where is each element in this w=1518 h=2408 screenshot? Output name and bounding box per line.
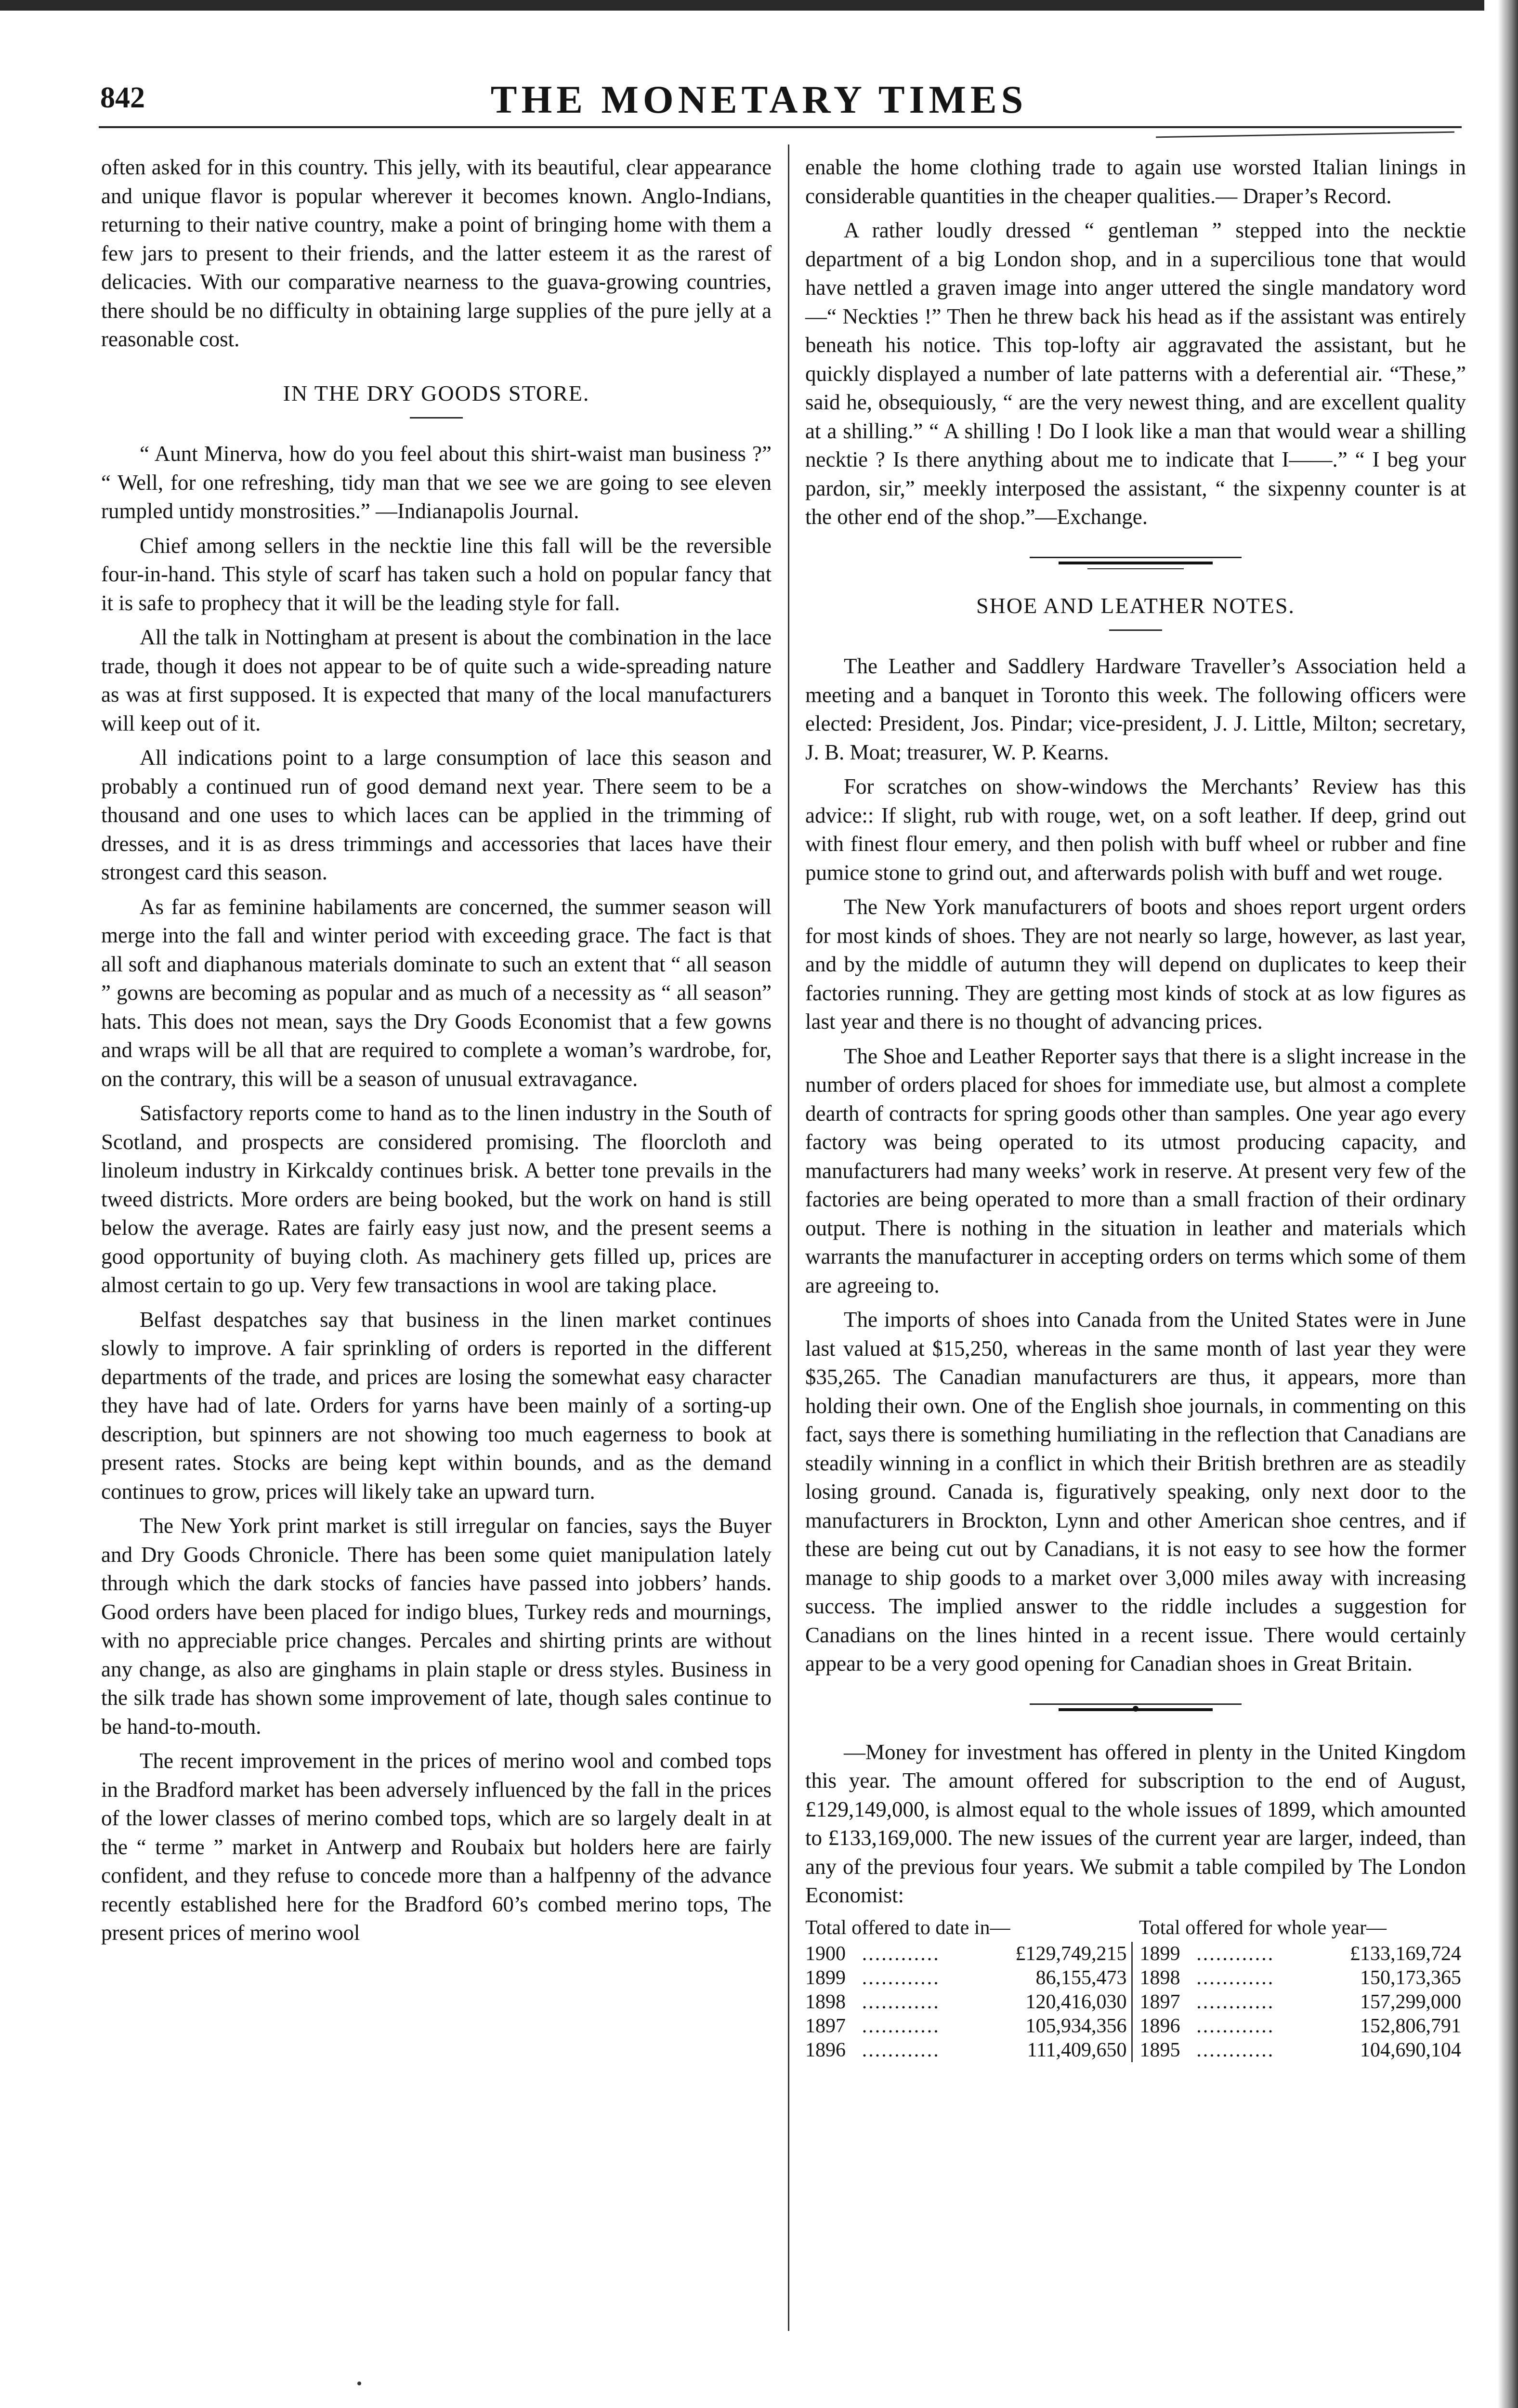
paragraph: “ Aunt Minerva, how do you feel about this shirt-waist man business ?” “ Well, for one refreshing, tidy man that we see we are going to see eleven rumpled untidy monstrosities.” —Indianapolis Journal.	[101, 442, 772, 523]
table-row: 1899 ............ 86,155,473 1898 ............ 150,173,365	[805, 1966, 1461, 1989]
paragraph: The New York print market is still irregular on fancies, says the Buyer and Dry Goods Chronicle. There has been some quiet manipulation lately through which the dark stocks of fancies have passed into jobbers’ hands. Good orders have been placed for indigo blues, Turkey reds and mournings, with no appreciable price changes. Percales and shirting prints are without any change, as also are ginghams in plain staple or dress styles. Business in the silk trade has shown some improvement of late, though sales continue to be hand-to-mouth.	[101, 1514, 772, 1739]
header-rule	[99, 126, 1462, 128]
heading-rule	[1109, 629, 1162, 631]
table-row: 1898 ............ 120,416,030 1897 ............ 157,299,000	[805, 1990, 1461, 2013]
table-row: 1896 ............ 111,409,650 1895 ............ 104,690,104	[805, 2039, 1461, 2061]
print-speck	[357, 2382, 361, 2385]
table-row: 1900 ............ £129,749,215 1899 ............ £133,169,724	[805, 1942, 1461, 1965]
section-ornament-rule	[1030, 553, 1242, 572]
paragraph: enable the home clothing trade to again use worsted Italian linings in considerable quantities in the cheaper qualities.— Draper’s Record.	[805, 155, 1466, 208]
left-column	[101, 153, 772, 1953]
heading-rule	[410, 417, 463, 419]
paragraph: Satisfactory reports come to hand as to the linen industry in the South of Scotland, and prospects are considered promising. The floorcloth and linoleum industry in Kirkcaldy continues brisk. A better tone prevails in the tweed districts. More orders are being booked, but the work on hand is still below the average. Rates are fairly easy just now, and the present seems a good opportunity of buying cloth. As machinery gets filled up, prices are almost certain to go up. Very few transactions in wool are taking place.	[101, 1101, 772, 1297]
column-divider	[788, 144, 789, 2331]
investment-table	[805, 1916, 1466, 2062]
paragraph: All indications point to a large consumption of lace this season and probably a continued run of good demand next year. There seem to be a thousand and one uses to which laces can be applied in the trimming of dresses, and it is as dress trimmings and accessories that laces have their strongest card this season.	[101, 746, 772, 884]
scan-top-border	[0, 0, 1518, 11]
paragraph: —Money for investment has offered in plenty in the United Kingdom this year. The amount offered for subscription to the end of August, £129,149,000, is almost equal to the whole issues of 1899, which amounted to £133,169,000. The new issues of the current year are larger, indeed, than any of the previous four years. We submit a table compiled by The London Economist:	[805, 1740, 1466, 1907]
scan-right-edge-shadow	[1484, 0, 1518, 2408]
section-ornament-rule	[1030, 1700, 1242, 1719]
paragraph: A rather loudly dressed “ gentleman ” stepped into the necktie department of a big London shop, and in a supercilious tone that would have nettled a graven image into anger uttered the single mandatory word—“ Neckties !” Then he threw back his head as if the assistant was entirely beneath his notice. This top-lofty air aggravated the assistant, but he quickly displayed a number of late patterns with a deferential air. “These,” said he, obsequiously, “ are the very newest thing, and are excellent quality at a shilling.” “ A shilling ! Do I look like a man that would wear a shilling necktie ? Is there anything about me to indicate that I——.” “ I beg your pardon, sir,” meekly interposed the assistant, “ the sixpenny counter is at the other end of the shop.”—Exchange.	[805, 218, 1466, 529]
section-heading-dry-goods: IN THE DRY GOODS STORE.	[283, 380, 590, 406]
paragraph: Belfast despatches say that business in the linen market continues slowly to improve. A fair sprinkling of orders is reported in the different departments of the trade, and prices are losing the somewhat easy character they have had of late. Orders for yarns have been mainly of a sorting-up description, but spinners are not showing too much eagerness to book at present rates. Stocks are being kept within bounds, and as the demand continues to grow, prices will likely take an upward turn.	[101, 1307, 772, 1504]
section-heading-shoe-leather: SHOE AND LEATHER NOTES.	[976, 593, 1295, 618]
table-header-right: Total offered for whole year—	[1138, 1916, 1387, 1939]
table-row: 1897 ............ 105,934,356 1896 ............ 152,806,791	[805, 2015, 1461, 2037]
paragraph: The Leather and Saddlery Hardware Traveller’s Association held a meeting and a banquet in Toronto this week. The following officers were elected: President, Jos. Pindar; vice-president, J. J. Little, Milton; secretary, J. B. Moat; treasurer, W. P. Kearns.	[805, 654, 1466, 764]
paragraph: often asked for in this country. This jelly, with its beautiful, clear appearance and unique flavor is popular wherever it becomes known. Anglo-Indians, returning to their native country, make a point of bringing home with them a few jars to present to their friends, and the latter esteem it as the rarest of delicacies. With our comparative nearness to the guava-growing countries, there should be no difficulty in obtaining large supplies of the pure jelly at a reasonable cost.	[101, 155, 772, 351]
paragraph: The New York manufacturers of boots and shoes report urgent orders for most kinds of shoes. They are not nearly so large, however, as last year, and by the middle of autumn they will depend on duplicates to keep their factories running. They are getting most kinds of stock at as low figures as last year and there is no thought of advancing prices.	[805, 895, 1466, 1034]
page-number: 842	[100, 81, 145, 114]
paragraph: Chief among sellers in the necktie line this fall will be the reversible four-in-hand. This style of scarf has taken such a hold on popular fancy that it is safe to prophecy that it will be the leading style for fall.	[101, 533, 772, 615]
paragraph: All the talk in Nottingham at present is about the combination in the lace trade, though it does not appear to be of quite such a wide-spreading nature as was at first supposed. It is expected that many of the local manufacturers will keep out of it.	[101, 625, 772, 735]
table-header-left: Total offered to date in—	[805, 1916, 1010, 1939]
paragraph: The imports of shoes into Canada from the United States were in June last valued at $15,250, whereas in the same month of last year they were $35,265. The Canadian manufacturers are thus, it appears, more than holding their own. One of the English shoe journals, in commenting on this fact, says there is something humiliating in the reflection that Canadians are steadily winning in a conflict in which their British brethren are as steadily losing ground. Canada is, figuratively speaking, only next door to the manufacturers in Brockton, Lynn and other American shoe centres, and if these are being cut out by Canadians, it is not easy to see how the former manage to ship goods to a market over 3,000 miles away with increasing success. The implied answer to the riddle includes a suggestion for Canadians on the lines hinted in a recent issue. There would certainly appear to be a very good opening for Canadian shoes in Great Britain.	[805, 1308, 1466, 1675]
paragraph: The Shoe and Leather Reporter says that there is a slight increase in the number of orders placed for shoes for immediate use, but almost a complete dearth of contracts for spring goods other than samples. One year ago every factory was being operated to its utmost producing capacity, and manufacturers had many weeks’ work in reserve. At present very few of the factories are being operated to more than a small fraction of their ordinary output. There is nothing in the situation in leather and materials which warrants the manufacturer in accepting orders on terms which some of them are agreeing to.	[805, 1044, 1466, 1297]
header-rule-secondary	[1156, 131, 1454, 138]
paragraph: As far as feminine habilaments are concerned, the summer season will merge into the fall and winter period with exceeding grace. The fact is that all soft and diaphanous materials dominate to such an extent that “ all season ” gowns are becoming as popular and as much of a necessity as “ all season” hats. This does not mean, says the Dry Goods Economist that a few gowns and wraps will be all that are required to complete a woman’s wardrobe, for, on the contrary, this will be a season of unusual extravagance.	[101, 894, 772, 1091]
paragraph: For scratches on show-windows the Merchants’ Review has this advice:: If slight, rub with rouge, wet, on a soft leather. If deep, grind out with finest flour emery, and then polish with buff wheel or rubber and fine pumice stone to grind out, and afterwards polish with buff and wet rouge.	[805, 774, 1466, 885]
publication-title: THE MONETARY TIMES	[490, 78, 1028, 121]
right-column	[805, 153, 1466, 2062]
paragraph: The recent improvement in the prices of merino wool and combed tops in the Bradford market has been adversely influenced by the fall in the prices of the lower classes of merino combed tops, which are so largely dealt in at the “ terme ” market in Antwerp and Roubaix but holders here are fairly confident, and they refuse to concede more than a halfpenny of the advance recently established here for the Bradford 60’s combed merino tops, The present prices of merino wool	[101, 1749, 772, 1945]
